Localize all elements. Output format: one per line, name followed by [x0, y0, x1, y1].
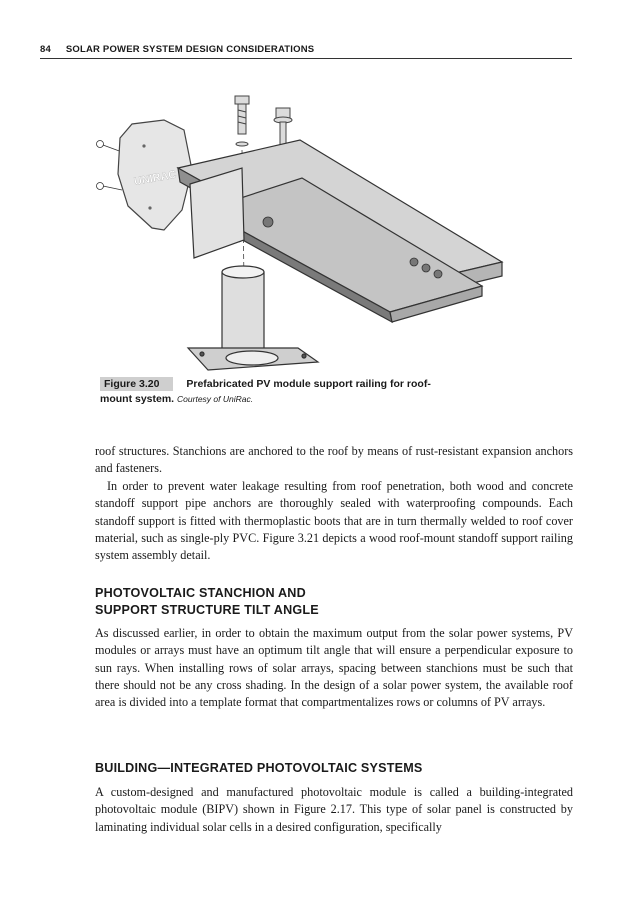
bolt: [235, 96, 249, 146]
body-paragraph: In order to prevent water leakage resulting from roof penetration, both wood and concrete standoff support pipe anchors are thoroughly sealed with waterproofing compounds. Each standoff support is fitted with thermoplastic boots that are in turn thermally welded to roof cover material, such as single-ply PVC. Figure 3.21 depicts a wood roof-mount standoff support railing system assembly detail.: [95, 479, 573, 563]
standoff-post: [222, 266, 264, 352]
figure-label: Figure 3.20: [100, 377, 173, 391]
caption-text-cont: mount system.: [100, 393, 175, 405]
caption-text: Prefabricated PV module support railing for roof-: [186, 378, 431, 390]
section-heading-line: SUPPORT STRUCTURE TILT ANGLE: [95, 603, 319, 617]
figure-caption: [100, 377, 500, 407]
body-paragraph: roof structures. Stanchions are anchored to the roof by means of rust-resistant expansion anchors and fasteners.: [95, 444, 573, 476]
running-head: [40, 44, 572, 59]
body-paragraph: A custom-designed and manufactured photovoltaic module is called a building-integrated photovoltaic module (BIPV) shown in Figure 2.17. This type of solar panel is constructed by laminating individual solar cells in a desired configuration, specifically: [95, 785, 573, 834]
figure-illustration: [92, 90, 512, 372]
section-heading-line: PHOTOVOLTAIC STANCHION AND: [95, 586, 306, 600]
base-plate: [188, 348, 318, 370]
section-heading: BUILDING—INTEGRATED PHOTOVOLTAIC SYSTEMS: [95, 761, 423, 775]
page-number: 84: [40, 44, 51, 55]
brand-mark: UNIRAC: [133, 168, 178, 189]
running-title: SOLAR POWER SYSTEM DESIGN CONSIDERATIONS: [65, 44, 315, 55]
body-paragraph: As discussed earlier, in order to obtain the maximum output from the solar power systems, PV modules or arrays must have an optimum tilt angle that will ensure a perpendicular exposure to sun rays. When installing rows of solar arrays, spacing between stanchions must be such that there should not be any cross shading. In the design of a solar power system, the available roof area is divided into a template format that compartmentalizes rows or columns of PV arrays.: [95, 626, 573, 710]
section-heading: [95, 585, 573, 619]
u-bracket: [190, 168, 244, 258]
figure-credit: Courtesy of UniRac.: [177, 394, 254, 404]
